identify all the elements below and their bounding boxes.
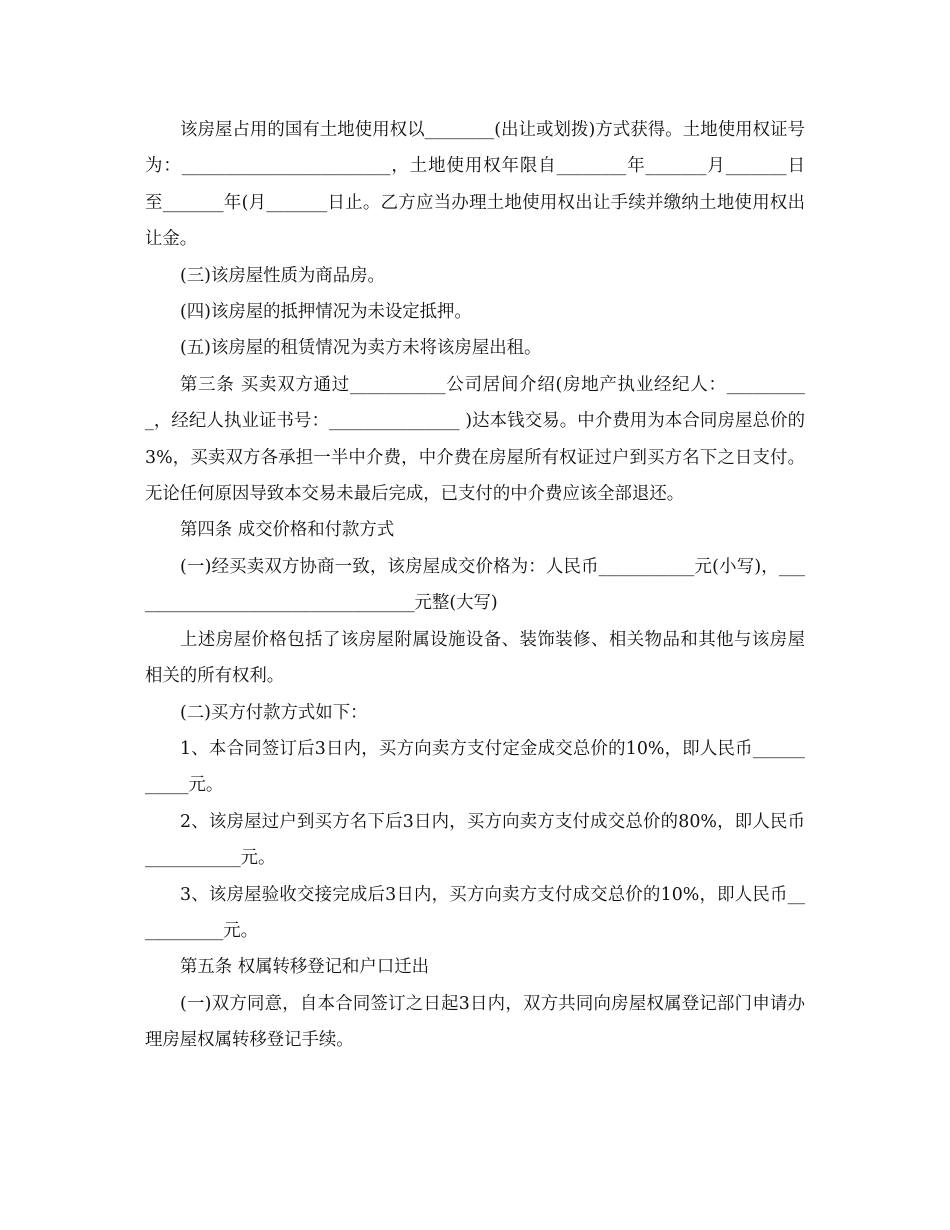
document-body bbox=[145, 112, 805, 1059]
paragraph-lease-status: (五)该房屋的租赁情况为卖方未将该房屋出租。 bbox=[180, 338, 542, 359]
paragraph-payment-methods: (二)买方付款方式如下： bbox=[180, 702, 368, 723]
paragraph-payment-1: 1、本合同签订后3日内，买方向卖方支付定金成交总价的10%，即人民币___________元。 bbox=[145, 738, 805, 796]
heading-article-5: 第五条 权属转移登记和户口迁出 bbox=[180, 957, 429, 978]
paragraph-article-3-agency: 第三条 买卖双方通过___________公司居间介绍(房地产执业经纪人：__________，经纪人执业证书号：_______________ )达本钱交易。中介费用为本合同房屋总价的3%，买卖双方各承担一半中介费，中介费在房屋所有权证过户到买方名下之日支付。无论任何原因导致本交易未最后完成，已支付的中介费应该全部退还。 bbox=[145, 374, 805, 505]
heading-article-4: 第四条 成交价格和付款方式 bbox=[180, 520, 395, 541]
paragraph-payment-2: 2、该房屋过户到买方名下后3日内，买方向卖方支付成交总价的80%，即人民币___________元。 bbox=[145, 811, 805, 869]
paragraph-price-includes: 上述房屋价格包括了该房屋附属设施设备、装饰装修、相关物品和其他与该房屋相关的所有权利。 bbox=[145, 629, 805, 687]
paragraph-land-use-right: 该房屋占用的国有土地使用权以________(出让或划拨)方式获得。土地使用权证号为：________________________，土地使用权年限自________年_______月_______日至_______年(月_______日止。乙方应当办理土地使用权出让手续并缴纳土地使用权出让金。 bbox=[145, 120, 805, 250]
paragraph-mortgage-status: (四)该房屋的抵押情况为未设定抵押。 bbox=[180, 302, 472, 323]
paragraph-title-transfer: (一)双方同意，自本合同签订之日起3日内，双方共同向房屋权属登记部门申请办理房屋权属转移登记手续。 bbox=[145, 993, 805, 1051]
paragraph-payment-3: 3、该房屋验收交接完成后3日内，买方向卖方支付成交总价的10%，即人民币___________元。 bbox=[145, 884, 805, 941]
paragraph-transaction-price: (一)经买卖双方协商一致，该房屋成交价格为：人民币___________元(小写)，__________________________________元整(大写) bbox=[145, 556, 805, 614]
paragraph-property-nature: (三)该房屋性质为商品房。 bbox=[180, 265, 385, 286]
